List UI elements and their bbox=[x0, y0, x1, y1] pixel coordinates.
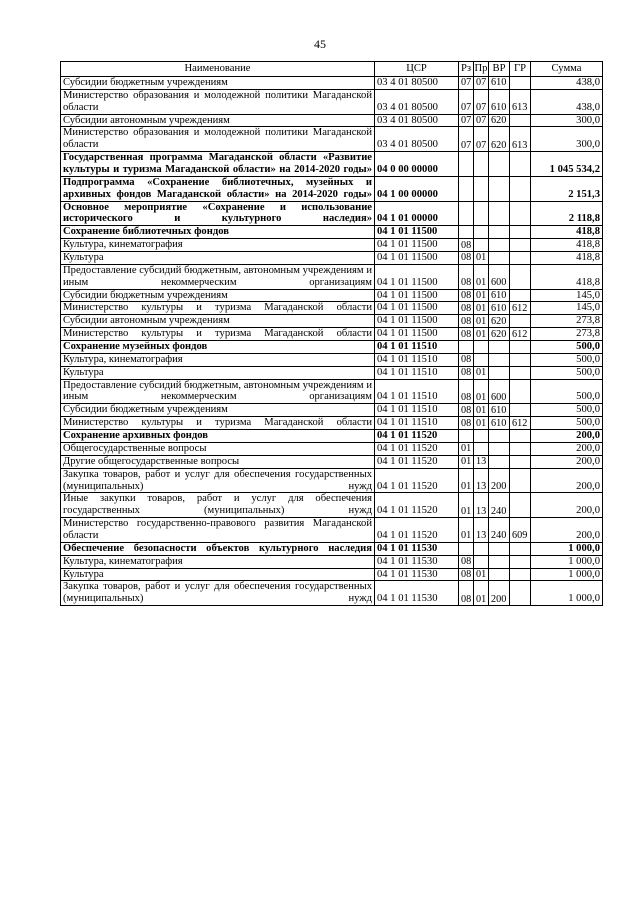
table-row bbox=[61, 581, 603, 606]
pr-cell: 13 bbox=[474, 468, 489, 493]
csr-cell: 04 1 01 11500 bbox=[375, 239, 459, 252]
table-row bbox=[61, 201, 603, 226]
page-number: 45 bbox=[314, 37, 326, 51]
rz-cell: 01 bbox=[459, 455, 474, 468]
vr-cell bbox=[489, 455, 510, 468]
sum-cell: 300,0 bbox=[531, 127, 603, 152]
gr-cell: 613 bbox=[510, 127, 531, 152]
sum-cell: 500,0 bbox=[531, 404, 603, 417]
gr-cell bbox=[510, 264, 531, 289]
rz-cell: 08 bbox=[459, 289, 474, 302]
gr-cell bbox=[510, 152, 531, 177]
csr-cell: 04 1 00 00000 bbox=[375, 176, 459, 201]
table-row bbox=[61, 366, 603, 379]
pr-cell: 13 bbox=[474, 518, 489, 543]
header-vr: ВР bbox=[489, 62, 510, 77]
name-cell: Обеспечение безопасности объектов культурного наследия bbox=[61, 542, 375, 555]
gr-cell bbox=[510, 176, 531, 201]
name-cell: Закупка товаров, работ и услуг для обеспечения государственных (муниципальных) нужд bbox=[61, 468, 375, 493]
sum-cell: 1 000,0 bbox=[531, 555, 603, 568]
gr-cell bbox=[510, 77, 531, 90]
vr-cell: 610 bbox=[489, 77, 510, 90]
sum-cell: 200,0 bbox=[531, 455, 603, 468]
table-row bbox=[61, 417, 603, 430]
rz-cell bbox=[459, 542, 474, 555]
csr-cell: 04 1 01 11520 bbox=[375, 518, 459, 543]
vr-cell: 600 bbox=[489, 379, 510, 404]
pr-cell: 01 bbox=[474, 581, 489, 606]
table-row bbox=[61, 176, 603, 201]
name-cell: Закупка товаров, работ и услуг для обеспечения государственных (муниципальных) нужд bbox=[61, 581, 375, 606]
pr-cell bbox=[474, 555, 489, 568]
gr-cell bbox=[510, 404, 531, 417]
sum-cell: 1 000,0 bbox=[531, 542, 603, 555]
header-name: Наименование bbox=[61, 62, 375, 77]
name-cell: Подпрограмма «Сохранение библиотечных, музейных и архивных фондов Магаданской области» на 2014-2020 годы» bbox=[61, 176, 375, 201]
sum-cell: 1 000,0 bbox=[531, 581, 603, 606]
csr-cell: 04 1 01 11510 bbox=[375, 417, 459, 430]
pr-cell: 07 bbox=[474, 89, 489, 114]
csr-cell: 04 1 01 11510 bbox=[375, 404, 459, 417]
sum-cell: 200,0 bbox=[531, 442, 603, 455]
csr-cell: 03 4 01 80500 bbox=[375, 89, 459, 114]
gr-cell: 612 bbox=[510, 328, 531, 341]
sum-cell: 1 000,0 bbox=[531, 568, 603, 581]
gr-cell bbox=[510, 315, 531, 328]
table-row bbox=[61, 152, 603, 177]
table-row bbox=[61, 542, 603, 555]
pr-cell: 01 bbox=[474, 315, 489, 328]
rz-cell: 08 bbox=[459, 404, 474, 417]
gr-cell bbox=[510, 226, 531, 239]
name-cell: Государственная программа Магаданской области «Развитие культуры и туризма Магаданской области» на 2014-2020 годы» bbox=[61, 152, 375, 177]
vr-cell bbox=[489, 568, 510, 581]
gr-cell bbox=[510, 366, 531, 379]
vr-cell: 600 bbox=[489, 264, 510, 289]
rz-cell: 08 bbox=[459, 568, 474, 581]
pr-cell bbox=[474, 239, 489, 252]
sum-cell: 273,8 bbox=[531, 328, 603, 341]
name-cell: Сохранение архивных фондов bbox=[61, 430, 375, 443]
sum-cell: 418,8 bbox=[531, 239, 603, 252]
pr-cell: 13 bbox=[474, 493, 489, 518]
vr-cell bbox=[489, 353, 510, 366]
rz-cell bbox=[459, 341, 474, 354]
header-csr: ЦСР bbox=[375, 62, 459, 77]
gr-cell bbox=[510, 239, 531, 252]
sum-cell: 2 118,8 bbox=[531, 201, 603, 226]
rz-cell: 08 bbox=[459, 302, 474, 315]
table-row bbox=[61, 302, 603, 315]
csr-cell: 04 1 01 11500 bbox=[375, 302, 459, 315]
vr-cell bbox=[489, 239, 510, 252]
sum-cell: 500,0 bbox=[531, 379, 603, 404]
pr-cell bbox=[474, 353, 489, 366]
rz-cell bbox=[459, 201, 474, 226]
rz-cell: 08 bbox=[459, 353, 474, 366]
pr-cell: 01 bbox=[474, 568, 489, 581]
sum-cell: 1 045 534,2 bbox=[531, 152, 603, 177]
rz-cell: 08 bbox=[459, 315, 474, 328]
vr-cell bbox=[489, 430, 510, 443]
csr-cell: 04 1 01 11530 bbox=[375, 542, 459, 555]
table-row bbox=[61, 252, 603, 265]
pr-cell: 01 bbox=[474, 302, 489, 315]
gr-cell bbox=[510, 542, 531, 555]
csr-cell: 04 1 01 11500 bbox=[375, 328, 459, 341]
gr-cell: 613 bbox=[510, 89, 531, 114]
header-pr: Пр bbox=[474, 62, 489, 77]
name-cell: Министерство государственно-правового развития Магаданской области bbox=[61, 518, 375, 543]
sum-cell: 145,0 bbox=[531, 289, 603, 302]
csr-cell: 04 1 01 11520 bbox=[375, 493, 459, 518]
name-cell: Министерство образования и молодежной политики Магаданской области bbox=[61, 89, 375, 114]
rz-cell: 08 bbox=[459, 264, 474, 289]
gr-cell bbox=[510, 430, 531, 443]
name-cell: Культура, кинематография bbox=[61, 353, 375, 366]
sum-cell: 500,0 bbox=[531, 417, 603, 430]
pr-cell: 07 bbox=[474, 114, 489, 127]
rz-cell: 08 bbox=[459, 379, 474, 404]
table-row bbox=[61, 89, 603, 114]
sum-cell: 500,0 bbox=[531, 366, 603, 379]
sum-cell: 200,0 bbox=[531, 493, 603, 518]
sum-cell: 418,8 bbox=[531, 226, 603, 239]
name-cell: Субсидии бюджетным учреждениям bbox=[61, 77, 375, 90]
vr-cell: 620 bbox=[489, 328, 510, 341]
sum-cell: 200,0 bbox=[531, 518, 603, 543]
gr-cell bbox=[510, 581, 531, 606]
table-row bbox=[61, 442, 603, 455]
gr-cell bbox=[510, 341, 531, 354]
sum-cell: 273,8 bbox=[531, 315, 603, 328]
name-cell: Министерство культуры и туризма Магаданской области bbox=[61, 302, 375, 315]
gr-cell bbox=[510, 555, 531, 568]
name-cell: Культура bbox=[61, 252, 375, 265]
rz-cell: 08 bbox=[459, 252, 474, 265]
gr-cell: 612 bbox=[510, 302, 531, 315]
csr-cell: 04 1 01 11500 bbox=[375, 226, 459, 239]
name-cell: Субсидии автономным учреждениям bbox=[61, 315, 375, 328]
pr-cell bbox=[474, 442, 489, 455]
vr-cell bbox=[489, 252, 510, 265]
csr-cell: 04 1 01 11500 bbox=[375, 252, 459, 265]
vr-cell bbox=[489, 555, 510, 568]
pr-cell: 13 bbox=[474, 455, 489, 468]
vr-cell bbox=[489, 201, 510, 226]
name-cell: Сохранение музейных фондов bbox=[61, 341, 375, 354]
sum-cell: 500,0 bbox=[531, 353, 603, 366]
gr-cell bbox=[510, 442, 531, 455]
pr-cell: 01 bbox=[474, 328, 489, 341]
table-row bbox=[61, 341, 603, 354]
sum-cell: 300,0 bbox=[531, 114, 603, 127]
name-cell: Субсидии автономным учреждениям bbox=[61, 114, 375, 127]
table-header-row bbox=[61, 62, 603, 77]
rz-cell: 08 bbox=[459, 417, 474, 430]
csr-cell: 04 1 01 11500 bbox=[375, 315, 459, 328]
header-sum: Сумма bbox=[531, 62, 603, 77]
vr-cell bbox=[489, 226, 510, 239]
table-body bbox=[61, 77, 603, 606]
vr-cell: 610 bbox=[489, 302, 510, 315]
table-row bbox=[61, 430, 603, 443]
vr-cell bbox=[489, 442, 510, 455]
name-cell: Культура bbox=[61, 568, 375, 581]
gr-cell bbox=[510, 468, 531, 493]
table-row bbox=[61, 379, 603, 404]
rz-cell: 07 bbox=[459, 89, 474, 114]
table-row bbox=[61, 328, 603, 341]
sum-cell: 438,0 bbox=[531, 89, 603, 114]
csr-cell: 04 1 01 11520 bbox=[375, 455, 459, 468]
name-cell: Министерство культуры и туризма Магаданской области bbox=[61, 417, 375, 430]
vr-cell: 240 bbox=[489, 493, 510, 518]
header-gr: ГР bbox=[510, 62, 531, 77]
vr-cell: 620 bbox=[489, 127, 510, 152]
name-cell: Культура, кинематография bbox=[61, 555, 375, 568]
vr-cell bbox=[489, 542, 510, 555]
csr-cell: 04 1 01 00000 bbox=[375, 201, 459, 226]
csr-cell: 03 4 01 80500 bbox=[375, 127, 459, 152]
vr-cell: 200 bbox=[489, 581, 510, 606]
sum-cell: 418,8 bbox=[531, 264, 603, 289]
rz-cell: 07 bbox=[459, 127, 474, 152]
rz-cell: 08 bbox=[459, 239, 474, 252]
csr-cell: 04 1 01 11510 bbox=[375, 366, 459, 379]
csr-cell: 04 1 01 11520 bbox=[375, 468, 459, 493]
csr-cell: 04 1 01 11500 bbox=[375, 289, 459, 302]
rz-cell: 07 bbox=[459, 77, 474, 90]
csr-cell: 04 0 00 00000 bbox=[375, 152, 459, 177]
pr-cell: 07 bbox=[474, 127, 489, 152]
pr-cell bbox=[474, 176, 489, 201]
table-row bbox=[61, 518, 603, 543]
gr-cell bbox=[510, 568, 531, 581]
name-cell: Министерство образования и молодежной политики Магаданской области bbox=[61, 127, 375, 152]
csr-cell: 04 1 01 11530 bbox=[375, 555, 459, 568]
csr-cell: 04 1 01 11520 bbox=[375, 430, 459, 443]
table-row bbox=[61, 264, 603, 289]
rz-cell bbox=[459, 152, 474, 177]
rz-cell bbox=[459, 226, 474, 239]
vr-cell bbox=[489, 366, 510, 379]
name-cell: Культура bbox=[61, 366, 375, 379]
rz-cell: 08 bbox=[459, 555, 474, 568]
budget-table bbox=[60, 61, 603, 606]
csr-cell: 03 4 01 80500 bbox=[375, 77, 459, 90]
name-cell: Основное мероприятие «Сохранение и использование исторического и культурного наследия» bbox=[61, 201, 375, 226]
rz-cell: 01 bbox=[459, 493, 474, 518]
name-cell: Культура, кинематография bbox=[61, 239, 375, 252]
sum-cell: 200,0 bbox=[531, 468, 603, 493]
csr-cell: 04 1 01 11530 bbox=[375, 568, 459, 581]
sum-cell: 200,0 bbox=[531, 430, 603, 443]
table-row bbox=[61, 226, 603, 239]
rz-cell: 08 bbox=[459, 581, 474, 606]
sum-cell: 500,0 bbox=[531, 341, 603, 354]
pr-cell bbox=[474, 152, 489, 177]
vr-cell: 200 bbox=[489, 468, 510, 493]
pr-cell: 07 bbox=[474, 77, 489, 90]
vr-cell: 240 bbox=[489, 518, 510, 543]
vr-cell: 610 bbox=[489, 404, 510, 417]
vr-cell bbox=[489, 341, 510, 354]
gr-cell bbox=[510, 114, 531, 127]
name-cell: Министерство культуры и туризма Магаданской области bbox=[61, 328, 375, 341]
rz-cell: 01 bbox=[459, 468, 474, 493]
pr-cell bbox=[474, 430, 489, 443]
rz-cell: 08 bbox=[459, 328, 474, 341]
name-cell: Предоставление субсидий бюджетным, автономным учреждениям и иным некоммерческим организациям bbox=[61, 264, 375, 289]
sum-cell: 438,0 bbox=[531, 77, 603, 90]
gr-cell bbox=[510, 379, 531, 404]
name-cell: Сохранение библиотечных фондов bbox=[61, 226, 375, 239]
name-cell: Субсидии бюджетным учреждениям bbox=[61, 404, 375, 417]
table-row bbox=[61, 468, 603, 493]
vr-cell: 620 bbox=[489, 315, 510, 328]
vr-cell: 610 bbox=[489, 417, 510, 430]
sum-cell: 145,0 bbox=[531, 302, 603, 315]
pr-cell bbox=[474, 341, 489, 354]
sum-cell: 2 151,3 bbox=[531, 176, 603, 201]
gr-cell bbox=[510, 455, 531, 468]
vr-cell bbox=[489, 152, 510, 177]
name-cell: Субсидии бюджетным учреждениям bbox=[61, 289, 375, 302]
gr-cell bbox=[510, 201, 531, 226]
vr-cell: 610 bbox=[489, 89, 510, 114]
header-rz: Рз bbox=[459, 62, 474, 77]
csr-cell: 04 1 01 11510 bbox=[375, 379, 459, 404]
pr-cell: 01 bbox=[474, 404, 489, 417]
csr-cell: 04 1 01 11520 bbox=[375, 442, 459, 455]
sum-cell: 418,8 bbox=[531, 252, 603, 265]
rz-cell bbox=[459, 176, 474, 201]
pr-cell bbox=[474, 201, 489, 226]
vr-cell bbox=[489, 176, 510, 201]
rz-cell: 01 bbox=[459, 518, 474, 543]
table-row bbox=[61, 315, 603, 328]
csr-cell: 04 1 01 11530 bbox=[375, 581, 459, 606]
pr-cell: 01 bbox=[474, 379, 489, 404]
table-row bbox=[61, 404, 603, 417]
csr-cell: 04 1 01 11500 bbox=[375, 264, 459, 289]
gr-cell: 612 bbox=[510, 417, 531, 430]
table-row bbox=[61, 353, 603, 366]
gr-cell bbox=[510, 289, 531, 302]
gr-cell bbox=[510, 493, 531, 518]
name-cell: Другие общегосударственные вопросы bbox=[61, 455, 375, 468]
gr-cell bbox=[510, 252, 531, 265]
table-row bbox=[61, 568, 603, 581]
table-row bbox=[61, 114, 603, 127]
gr-cell bbox=[510, 353, 531, 366]
vr-cell: 610 bbox=[489, 289, 510, 302]
rz-cell: 07 bbox=[459, 114, 474, 127]
name-cell: Предоставление субсидий бюджетным, автономным учреждениям и иным некоммерческим организациям bbox=[61, 379, 375, 404]
pr-cell: 01 bbox=[474, 366, 489, 379]
rz-cell bbox=[459, 430, 474, 443]
table-row bbox=[61, 289, 603, 302]
table-row bbox=[61, 455, 603, 468]
rz-cell: 01 bbox=[459, 442, 474, 455]
name-cell: Иные закупки товаров, работ и услуг для обеспечения государственных (муниципальных) нужд bbox=[61, 493, 375, 518]
vr-cell: 620 bbox=[489, 114, 510, 127]
pr-cell bbox=[474, 226, 489, 239]
table-row bbox=[61, 127, 603, 152]
table-row bbox=[61, 555, 603, 568]
csr-cell: 03 4 01 80500 bbox=[375, 114, 459, 127]
csr-cell: 04 1 01 11510 bbox=[375, 353, 459, 366]
pr-cell: 01 bbox=[474, 417, 489, 430]
pr-cell: 01 bbox=[474, 289, 489, 302]
rz-cell: 08 bbox=[459, 366, 474, 379]
gr-cell: 609 bbox=[510, 518, 531, 543]
pr-cell bbox=[474, 542, 489, 555]
pr-cell: 01 bbox=[474, 252, 489, 265]
table-row bbox=[61, 77, 603, 90]
table-row bbox=[61, 239, 603, 252]
name-cell: Общегосударственные вопросы bbox=[61, 442, 375, 455]
table-row bbox=[61, 493, 603, 518]
pr-cell: 01 bbox=[474, 264, 489, 289]
csr-cell: 04 1 01 11510 bbox=[375, 341, 459, 354]
